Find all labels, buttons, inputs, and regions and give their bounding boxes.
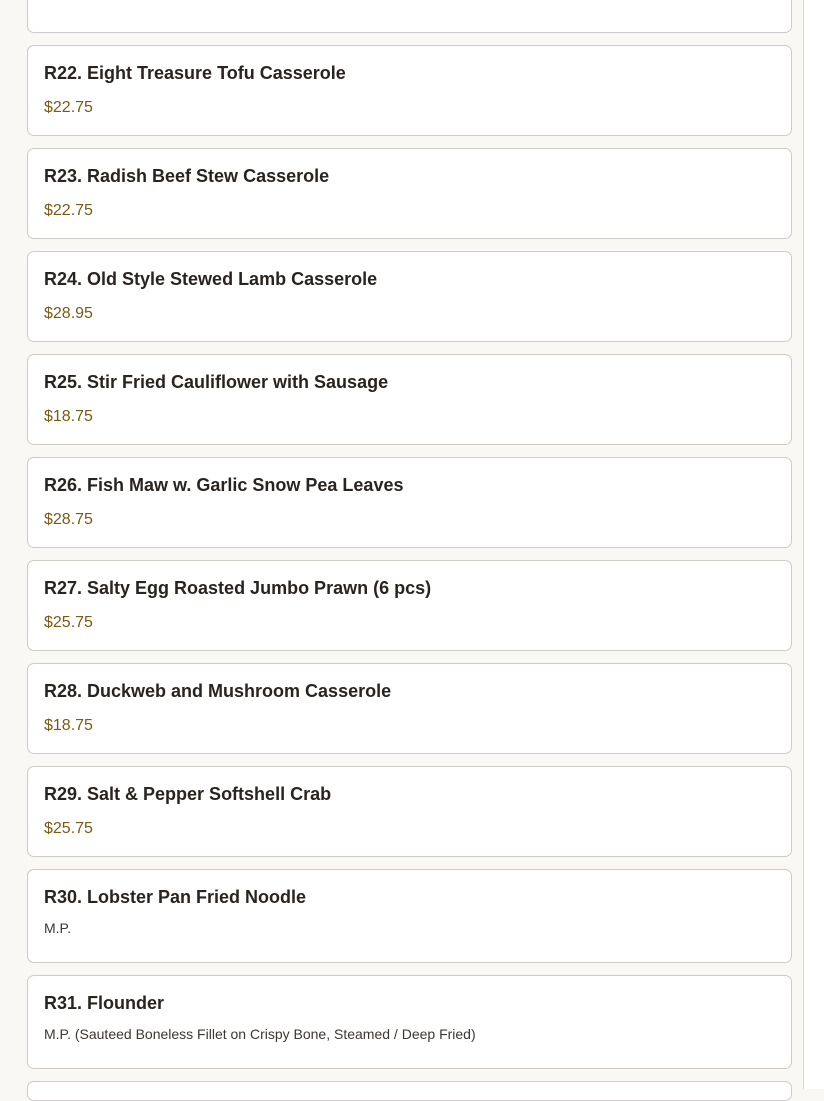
menu-item-r31[interactable] <box>27 975 792 1069</box>
item-price: $18.75 <box>44 717 93 734</box>
item-name: R25. Stir Fried Cauliflower with Sausage <box>44 372 389 392</box>
menu-item-r30[interactable] <box>27 869 792 963</box>
item-name: R26. Fish Maw w. Garlic Snow Pea Leaves <box>44 475 404 495</box>
item-name: R29. Salt & Pepper Softshell Crab <box>44 784 332 804</box>
item-name: R22. Eight Treasure Tofu Casserole <box>44 63 346 83</box>
item-price: $28.95 <box>44 305 93 322</box>
item-name: R27. Salty Egg Roasted Jumbo Prawn (6 pcs) <box>44 578 432 598</box>
item-name: R28. Duckweb and Mushroom Casserole <box>44 681 392 701</box>
menu-item-r21[interactable] <box>27 0 792 33</box>
item-name: R30. Lobster Pan Fried Noodle <box>44 887 307 907</box>
menu-item-list <box>27 0 792 1101</box>
item-price: $18.75 <box>44 408 93 425</box>
item-price: $22.75 <box>44 99 93 116</box>
item-price: $28.75 <box>44 511 93 528</box>
menu-item-next[interactable] <box>27 1081 792 1101</box>
menu-item-r25[interactable] <box>27 354 792 445</box>
item-price: $25.75 <box>44 614 93 631</box>
menu-item-r24[interactable] <box>27 251 792 342</box>
menu-item-r28[interactable] <box>27 663 792 754</box>
menu-item-r26[interactable] <box>27 457 792 548</box>
menu-item-r27[interactable] <box>27 560 792 651</box>
item-price-note: M.P. (Sauteed Boneless Fillet on Crispy Bone, Steamed / Deep Fried) <box>44 1026 476 1042</box>
item-price-note: M.P. <box>44 920 71 936</box>
page-margin <box>804 0 824 1089</box>
menu-item-r23[interactable] <box>27 148 792 239</box>
item-price: $22.75 <box>44 202 93 219</box>
item-name: R24. Old Style Stewed Lamb Casserole <box>44 269 378 289</box>
menu-item-r29[interactable] <box>27 766 792 857</box>
item-price: $25.75 <box>44 820 93 837</box>
menu-item-r22[interactable] <box>27 45 792 136</box>
item-name: R31. Flounder <box>44 993 165 1013</box>
item-name: R23. Radish Beef Stew Casserole <box>44 166 330 186</box>
